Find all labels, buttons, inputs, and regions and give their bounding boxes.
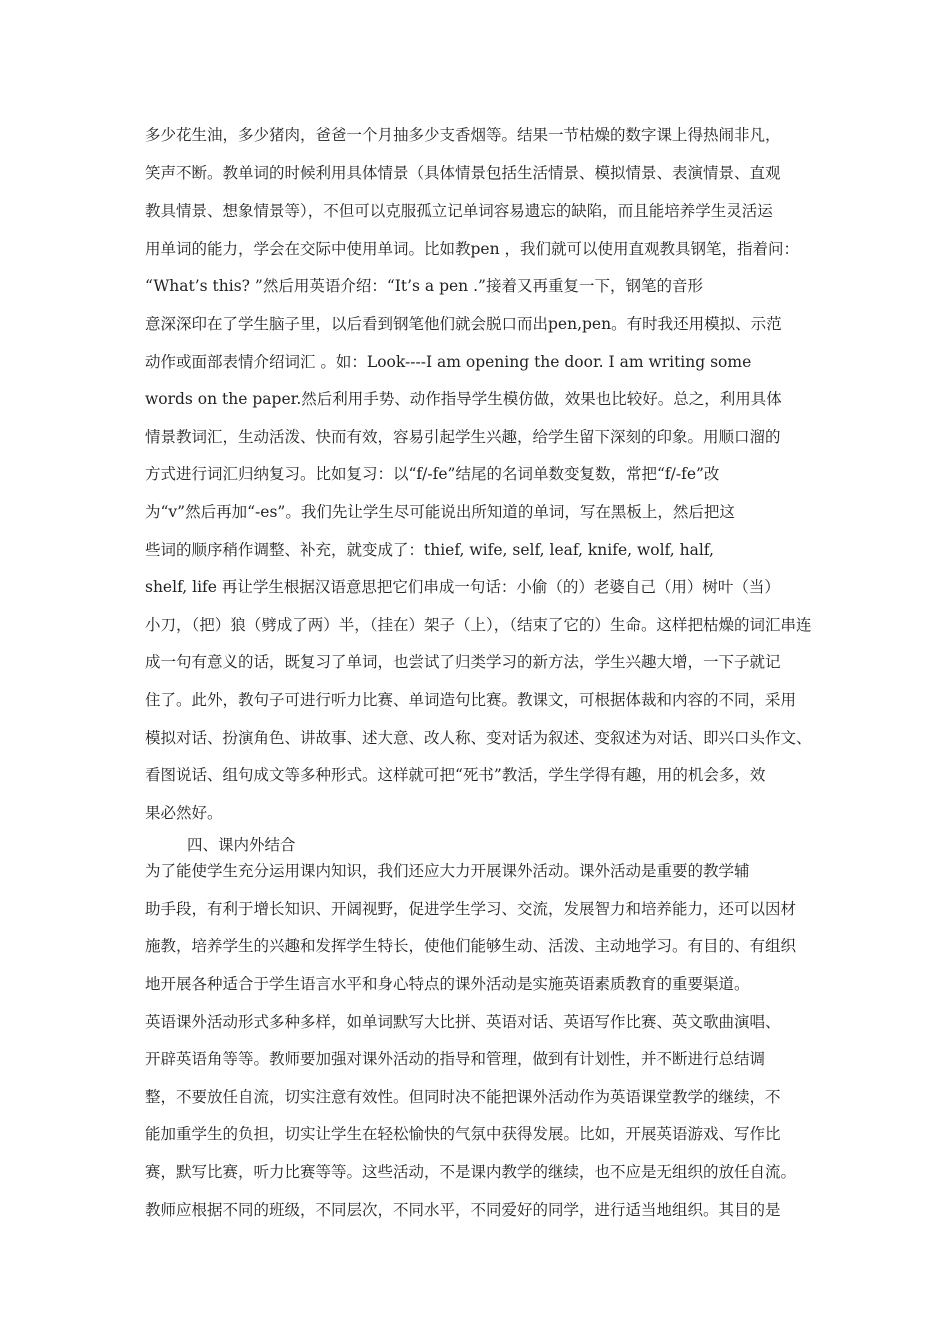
paragraph-line: 果必然好。 [145, 804, 223, 822]
paragraph-line: 开辟英语角等等。教师要加强对课外活动的指导和管理，做到有计划性，并不断进行总结调 [145, 1050, 766, 1068]
paragraph-line: 用单词的能力，学会在交际中使用单词。比如教pen ，我们就可以使用直观教具钢笔，指着问： [145, 240, 800, 258]
paragraph-line: shelf, life 再让学生根据汉语意思把它们串成一句话：小偷（的）老婆自己（用）树叶（当） [145, 578, 780, 596]
paragraph-line: 意深深印在了学生脑子里，以后看到钢笔他们就会脱口而出pen,pen。有时我还用模拟、示范 [145, 315, 782, 333]
paragraph-line: 为了能使学生充分运用课内知识，我们还应大力开展课外活动。课外活动是重要的教学辅 [145, 862, 750, 880]
paragraph-line: 地开展各种适合于学生语言水平和身心特点的课外活动是实施英语素质教育的重要渠道。 [145, 975, 750, 993]
paragraph-line: “What’s this? ”然后用英语介绍：“It’s a pen .”接着又再重复一下，钢笔的音形 [145, 277, 703, 295]
paragraph-line: 教具情景、想象情景等），不但可以克服孤立记单词容易遗忘的缺陷，而且能培养学生灵活运 [145, 202, 773, 220]
paragraph-line: 多少花生油，多少猪肉，爸爸一个月抽多少支香烟等。结果一节枯燥的数字课上得热闹非凡， [145, 126, 781, 144]
paragraph-line: 模拟对话、扮演角色、讲故事、述大意、改人称、变对话为叙述、变叙述为对话、即兴口头作文、 [145, 729, 812, 747]
paragraph-line: 英语课外活动形式多种多样，如单词默写大比拼、英语对话、英语写作比赛、英文歌曲演唱、 [145, 1013, 781, 1031]
paragraph-line: 些词的顺序稍作调整、补充，就变成了：thief, wife, self, leaf, knife, wolf, half, [145, 541, 714, 559]
paragraph-line: 小刀，（把）狼（劈成了两）半，（挂在）架子（上），（结束了它的）生命。这样把枯燥的词汇串连 [145, 616, 812, 634]
paragraph-line: 笑声不断。教单词的时候利用具体情景（具体情景包括生活情景、模拟情景、表演情景、直观 [145, 164, 781, 182]
paragraph-line: 情景教词汇，生动活泼、快而有效，容易引起学生兴趣，给学生留下深刻的印象。用顺口溜的 [145, 428, 781, 446]
paragraph-line: 赛，默写比赛，听力比赛等等。这些活动，不是课内教学的继续，也不应是无组织的放任自流。 [145, 1163, 797, 1181]
paragraph-line: 能加重学生的负担，切实让学生在轻松愉快的气氛中获得发展。比如，开展英语游戏、写作比 [145, 1125, 781, 1143]
paragraph-line: 成一句有意义的话，既复习了单词，也尝试了归类学习的新方法，学生兴趣大增，一下子就记 [145, 653, 781, 671]
paragraph-line: 住了。此外，教句子可进行听力比赛、单词造句比赛。教课文，可根据体裁和内容的不同，采用 [145, 691, 797, 709]
paragraph-line: words on the paper.然后利用手势、动作指导学生模仿做，效果也比较好。总之，利用具体 [145, 390, 782, 408]
paragraph-line: 教师应根据不同的班级，不同层次，不同水平，不同爱好的同学，进行适当地组织。其目的是 [145, 1201, 781, 1219]
paragraph-line: 看图说话、组句成文等多种形式。这样就可把“死书”教活，学生学得有趣，用的机会多，效 [145, 766, 766, 784]
paragraph-line: 为“v”然后再加“-es”。我们先让学生尽可能说出所知道的单词，写在黑板上，然后把这 [145, 503, 735, 521]
paragraph-line: 动作或面部表情介绍词汇 。如：Look----I am opening the door. I am writing some [145, 353, 752, 371]
paragraph-line: 方式进行词汇归纳复习。比如复习：以“f/-fe”结尾的名词单数变复数，常把“f/-fe”改 [145, 465, 720, 483]
section-heading: 四、课内外结合 [187, 836, 296, 854]
paragraph-line: 施教，培养学生的兴趣和发挥学生特长，使他们能够生动、活泼、主动地学习。有目的、有组织 [145, 937, 797, 955]
paragraph-line: 整，不要放任自流，切实注意有效性。但同时决不能把课外活动作为英语课堂教学的继续，不 [145, 1088, 781, 1106]
paragraph-line: 助手段，有利于增长知识、开阔视野，促进学生学习、交流，发展智力和培养能力，还可以因材 [145, 900, 797, 918]
